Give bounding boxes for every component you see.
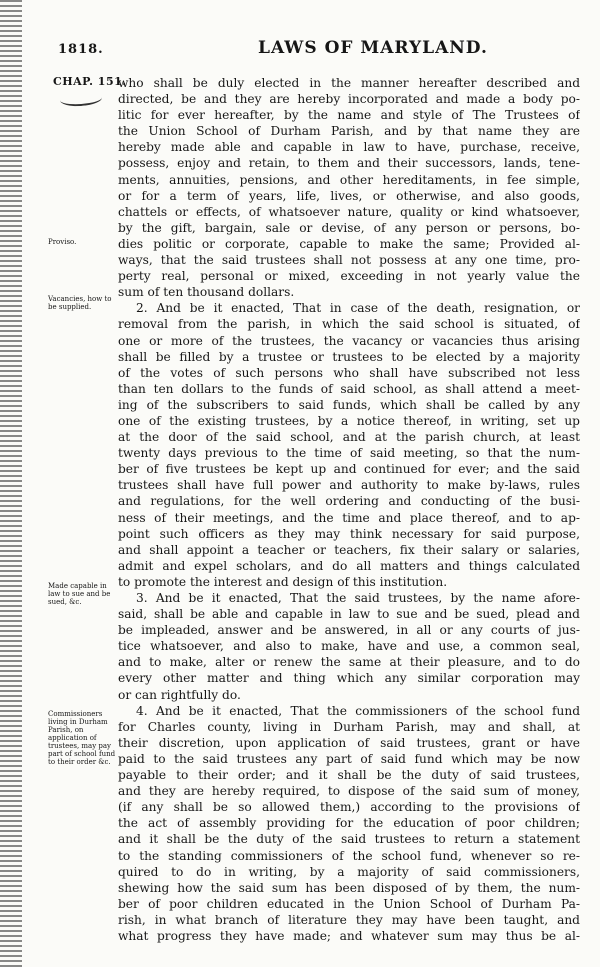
margin-note-commissioners: Commissioners living in Durham Parish, on application of trustees, may pay part of school fund to their order &c. xyxy=(48,710,116,766)
page-header xyxy=(58,38,588,64)
text-line: or for a term of years, life, lives, or otherwise, and also goods, xyxy=(118,188,580,203)
text-line: rish, in what branch of literature they may have been taught, and xyxy=(118,912,580,927)
text-line: perty real, personal or mixed, exceeding in not yearly value the xyxy=(118,269,580,284)
text-line: of the votes of such persons who shall have subscribed not less xyxy=(118,365,580,380)
text-line: hereby made able and capable in law to have, purchase, receive, xyxy=(118,140,580,155)
text-line: quired to do in writing, by a majority of said commissioners, xyxy=(118,864,580,879)
text-line: payable to their order; and it shall be the duty of said trustees, xyxy=(118,768,580,783)
text-line: point such officers as they may think necessary for said purpose, xyxy=(118,526,580,541)
text-line: to promote the interest and design of this institution. xyxy=(118,574,448,589)
text-line: shewing how the said sum has been disposed of by them, the num- xyxy=(118,880,580,895)
text-line: 2. And be it enacted, That in case of the death, resignation, or xyxy=(136,301,580,316)
text-line: and they are hereby required, to dispose of the said sum of money, xyxy=(118,784,580,799)
chapter-label: CHAP. 151. xyxy=(53,75,127,88)
text-line: and shall appoint a teacher or teachers, fix their salary or salaries, xyxy=(118,542,580,557)
text-line: trustees shall have full power and authority to make by-laws, rules xyxy=(118,478,580,493)
text-line: possess, enjoy and retain, to them and their successors, lands, tene- xyxy=(118,156,580,171)
text-line: or can rightfully do. xyxy=(118,687,241,702)
text-line: by the gift, bargain, sale or devise, of any person or persons, bo- xyxy=(118,220,580,235)
text-line: tice whatsoever, and also to make, have and use, a common seal, xyxy=(118,639,580,654)
text-line: be impleaded, answer and be answered, in all or any courts of jus- xyxy=(118,623,580,638)
margin-note-proviso: Proviso. xyxy=(48,238,77,246)
text-line: twenty days previous to the time of said meeting, so that the num- xyxy=(118,446,580,461)
margin-note-capable: Made capable in law to sue and be sued, &c. xyxy=(48,582,111,606)
text-line: the Union School of Durham Parish, and by that name they are xyxy=(118,124,580,139)
text-line: ber of poor children educated in the Union School of Durham Pa- xyxy=(118,896,580,911)
text-line: their discretion, upon application of said trustees, grant or have xyxy=(118,735,580,750)
text-line: removal from the parish, in which the said school is situated, of xyxy=(118,317,580,332)
text-line: ways, that the said trustees shall not possess at any one time, pro- xyxy=(118,253,580,268)
handwritten-mark xyxy=(60,91,103,108)
text-line: the act of assembly providing for the education of poor children; xyxy=(118,816,580,831)
law-text xyxy=(118,75,580,944)
text-line: ing of the subscribers to said funds, which shall be called by any xyxy=(118,397,580,412)
text-line: dies politic or corporate, capable to make the same; Provided al- xyxy=(118,236,580,251)
text-line: 4. And be it enacted, That the commissioners of the school fund xyxy=(136,703,580,718)
text-line: than ten dollars to the funds of said school, as shall attend a meet- xyxy=(118,381,580,396)
text-line: for Charles county, living in Durham Parish, may and shall, at xyxy=(118,719,580,734)
text-line: admit and expel scholars, and do all matters and things calculated xyxy=(118,558,580,573)
text-line: at the door of the said school, and at the parish church, at least xyxy=(118,430,580,445)
text-line: and to make, alter or renew the same at their pleasure, and to do xyxy=(118,655,580,670)
text-line: paid to the said trustees any part of said fund which may be now xyxy=(118,751,580,766)
text-line: sum of ten thousand dollars. xyxy=(118,285,295,300)
text-line: ness of their meetings, and the time and place thereof, and to ap- xyxy=(118,510,580,525)
text-line: one or more of the trustees, the vacancy or vacancies thus arising xyxy=(118,333,580,348)
text-line: litic for ever hereafter, by the name and style of The Trustees of xyxy=(118,108,580,123)
binding-edge xyxy=(0,0,22,967)
text-line: ments, annuities, pensions, and other hereditaments, in fee simple, xyxy=(118,172,580,187)
text-line: shall be filled by a trustee or trustees to be elected by a majority xyxy=(118,349,580,364)
text-line: one of the existing trustees, by a notice thereof, in writing, set up xyxy=(118,413,580,428)
text-line: 3. And be it enacted, That the said trustees, by the name afore- xyxy=(136,591,580,605)
text-line: said, shall be able and capable in law to sue and be sued, plead and xyxy=(118,607,580,622)
header-year: 1818. xyxy=(58,42,104,57)
text-line: chattels or effects, of whatsoever nature, quality or kind whatsoever, xyxy=(118,204,580,219)
text-line: who shall be duly elected in the manner hereafter described and xyxy=(118,76,580,90)
margin-note-vacancies: Vacancies, how to be supplied. xyxy=(48,295,112,311)
text-line: what progress they have made; and whatever sum may thus be al- xyxy=(118,928,580,943)
text-line: to the standing commissioners of the school fund, whenever so re- xyxy=(118,848,580,863)
text-line: ber of five trustees be kept up and continued for ever; and the said xyxy=(118,462,580,477)
header-title: LAWS OF MARYLAND. xyxy=(258,38,488,58)
text-line: (if any shall be so allowed them,) according to the provisions of xyxy=(118,800,580,815)
text-line: and regulations, for the well ordering and conducting of the busi- xyxy=(118,494,580,509)
text-line: directed, be and they are hereby incorporated and made a body po- xyxy=(118,92,580,107)
text-line: and it shall be the duty of the said trustees to return a statement xyxy=(118,832,580,847)
text-line: every other matter and thing which any similar corporation may xyxy=(118,671,580,686)
